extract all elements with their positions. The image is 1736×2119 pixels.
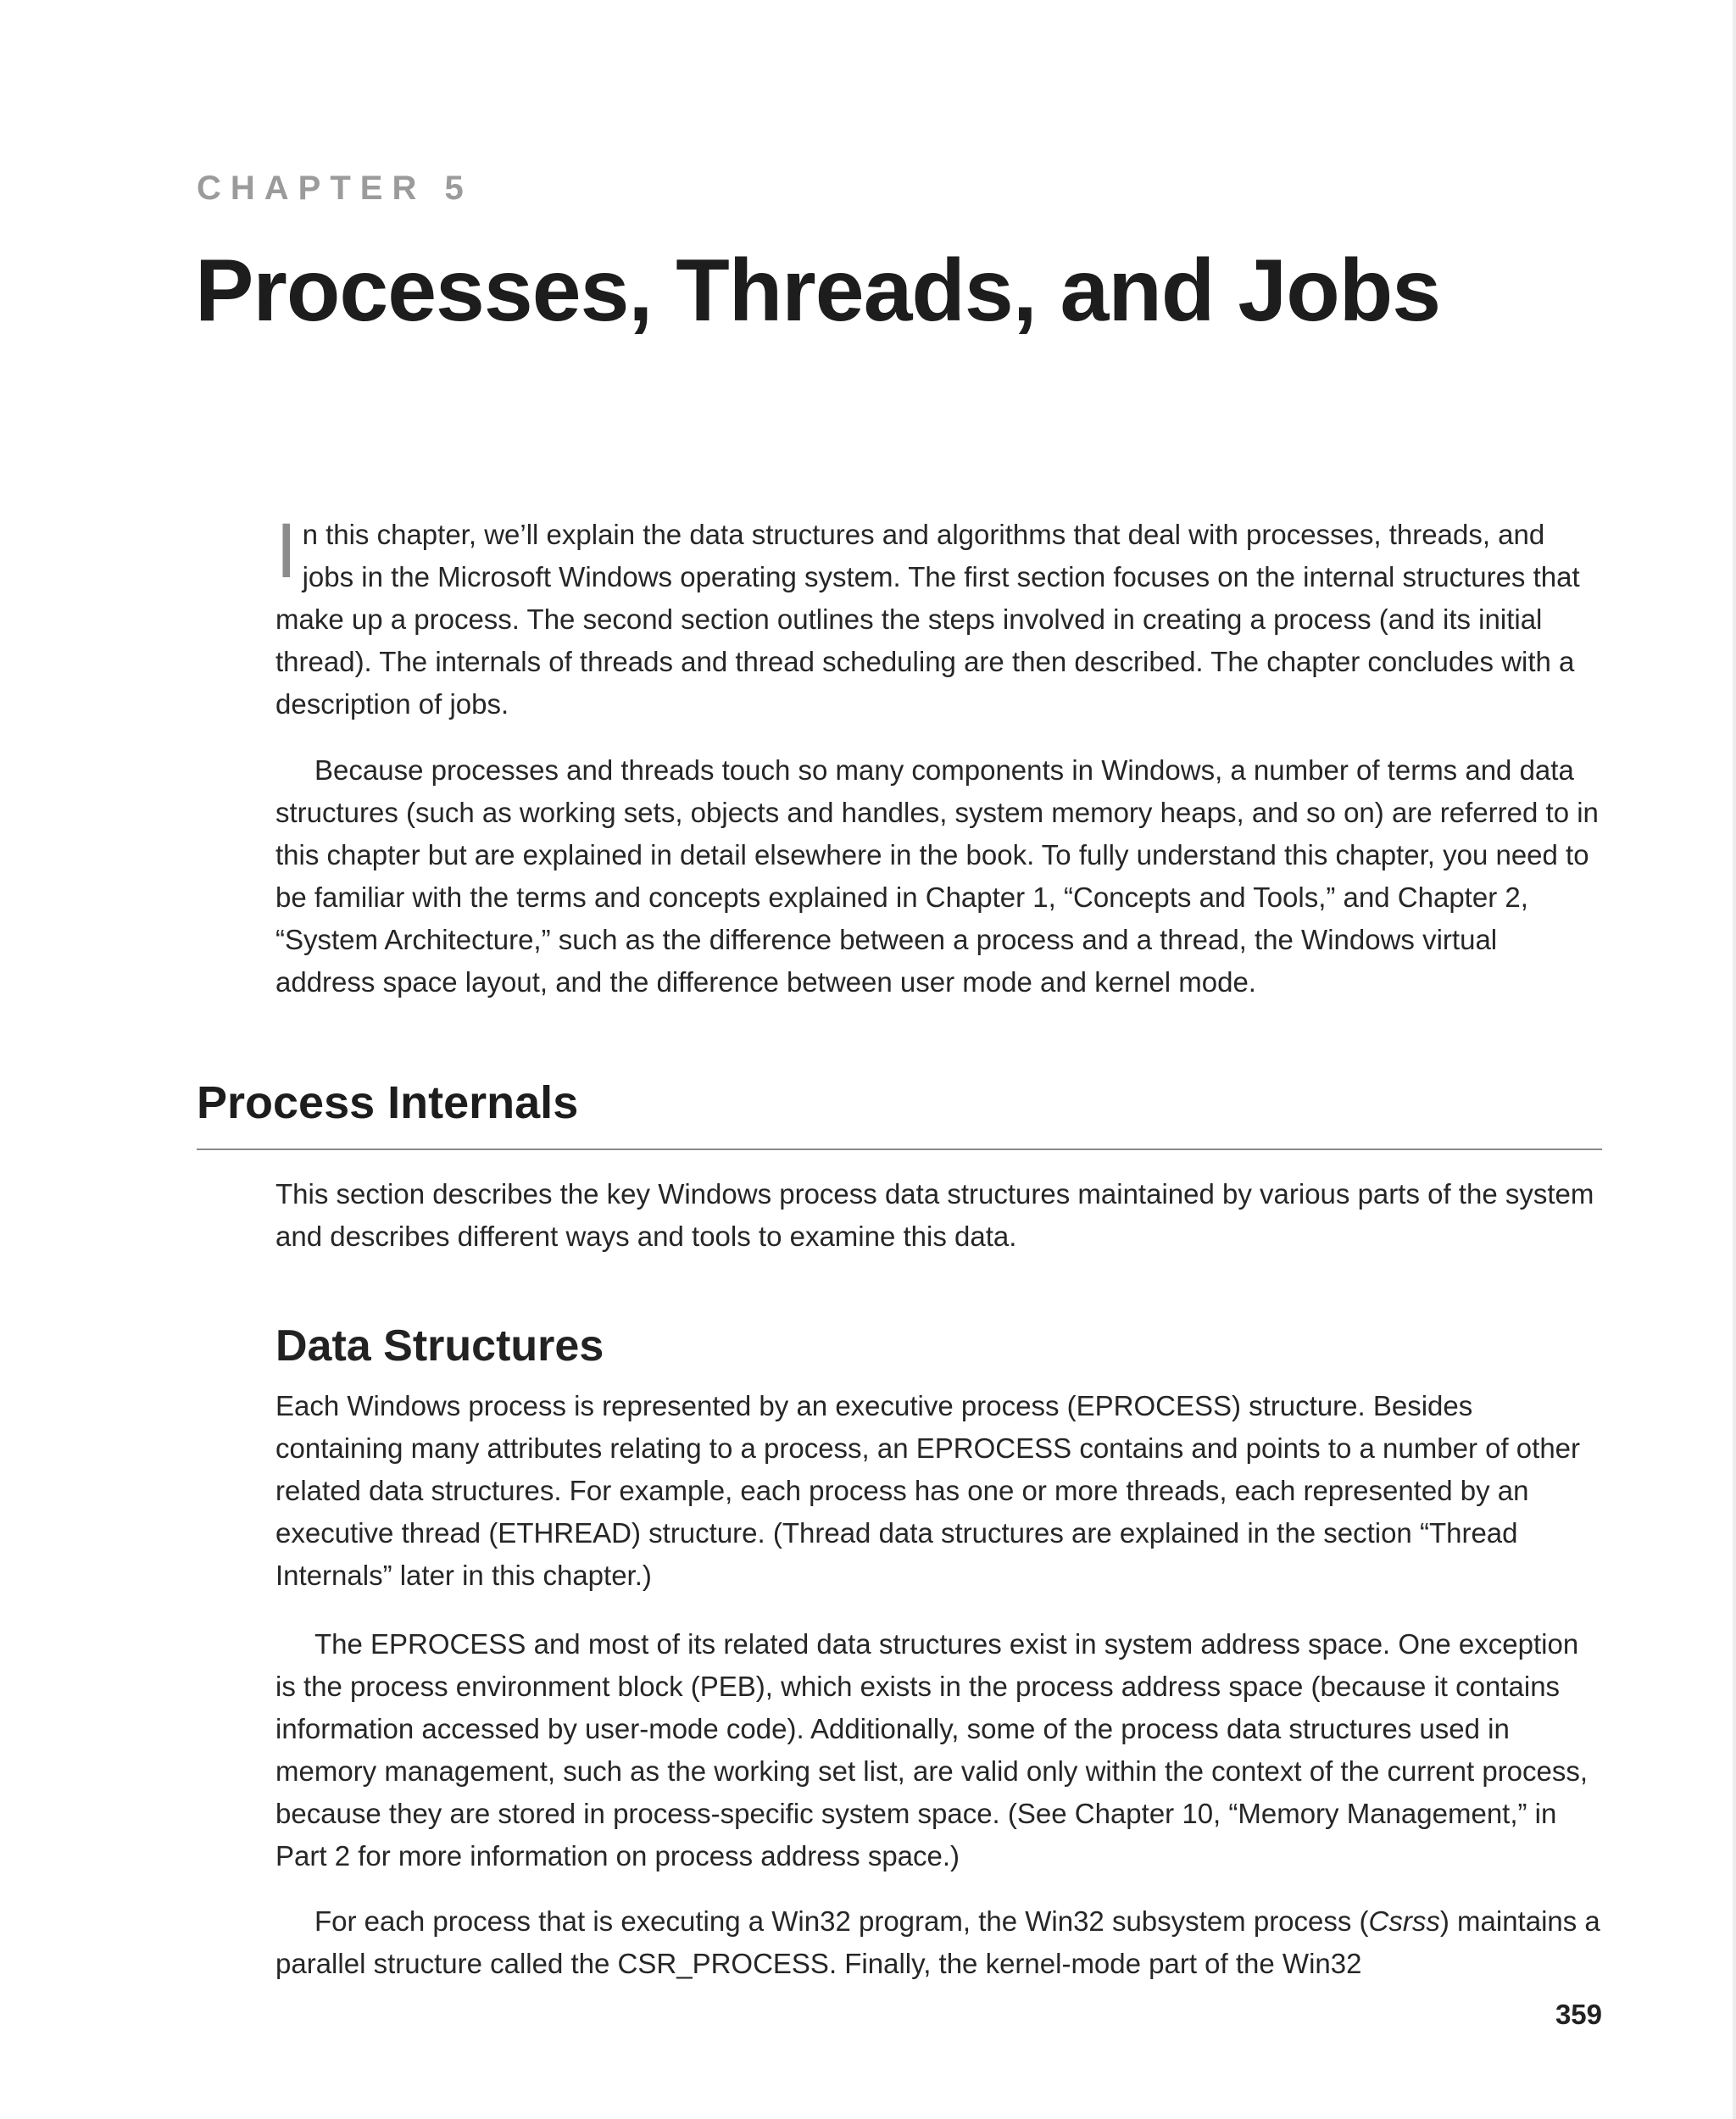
chapter-title: Processes, Threads, and Jobs	[195, 242, 1441, 340]
section-divider	[197, 1148, 1602, 1150]
paragraph-3-tail: ) maintains a parallel structure called the CSR_PROCESS. Finally, the kernel-mode part of the Win32	[275, 1905, 1600, 1979]
data-structures-paragraph-2-text: The EPROCESS and most of its related data structures exist in system address space. One exception is the process environment block (PEB), which exists in the process address space (because it contains information accessed by user-mode code). Additionally, some of the process data structures used in memory management, such as the working set list, are valid only within the context of the current process, because they are stored in process-specific system space. (See Chapter 10, “Memory Management,” in Part 2 for more information on process address space.)	[275, 1628, 1589, 1872]
drop-cap: I	[275, 508, 298, 594]
process-internals-intro-text: This section describes the key Windows process data structures maintained by various parts of the system and describes different ways and tools to examine this data.	[275, 1178, 1594, 1252]
page-number: 359	[1555, 1999, 1602, 2030]
data-structures-paragraph-1-text: Each Windows process is represented by an executive process (EPROCESS) structure. Besides containing many attributes relating to a process, an EPROCESS contains and points to a number of other related data structures. For example, each process has one or more threads, each represented by an executive thread (ETHREAD) structure. (Thread data structures are explained in the section “Thread Internals” later in this chapter.)	[275, 1390, 1581, 1591]
chapter-label: CHAPTER 5	[197, 170, 473, 207]
section-heading-process-internals: Process Internals	[197, 1077, 579, 1128]
intro-paragraph-1-text	[275, 508, 1602, 726]
data-structures-paragraph-3-text	[275, 1900, 1602, 1985]
intro-paragraph-1	[275, 508, 1602, 726]
csrss-term: Csrss	[1368, 1905, 1440, 1937]
process-internals-intro	[275, 1173, 1602, 1258]
data-structures-paragraph-1	[275, 1385, 1602, 1597]
paragraph-3-lead: For each process that is executing a Win32 program, the Win32 subsystem process (	[314, 1905, 1369, 1937]
data-structures-paragraph-3	[275, 1900, 1602, 1985]
subsection-heading-data-structures: Data Structures	[275, 1321, 604, 1371]
intro-paragraph-2-text: Because processes and threads touch so many components in Windows, a number of terms and data structures (such as working sets, objects and handles, system memory heaps, and so on) are referred to in this chapter but are explained in detail elsewhere in the book. To fully understand this chapter, you need to be familiar with the terms and concepts explained in Chapter 1, “Concepts and Tools,” and Chapter 2, “System Architecture,” such as the difference between a process and a thread, the Windows virtual address space layout, and the difference between user mode and kernel mode.	[275, 754, 1599, 998]
intro-paragraph-1-body: n this chapter, we’ll explain the data structures and algorithms that deal with processes, threads, and jobs in the Microsoft Windows operating system. The first section focuses on the internal structures that make up a process. The second section outlines the steps involved in creating a process (and its initial thread). The internals of threads and thread scheduling are then described. The chapter concludes with a description of jobs.	[275, 519, 1580, 720]
page-edge	[1733, 0, 1736, 2119]
intro-paragraph-2	[275, 749, 1602, 1004]
data-structures-paragraph-2	[275, 1623, 1602, 1877]
